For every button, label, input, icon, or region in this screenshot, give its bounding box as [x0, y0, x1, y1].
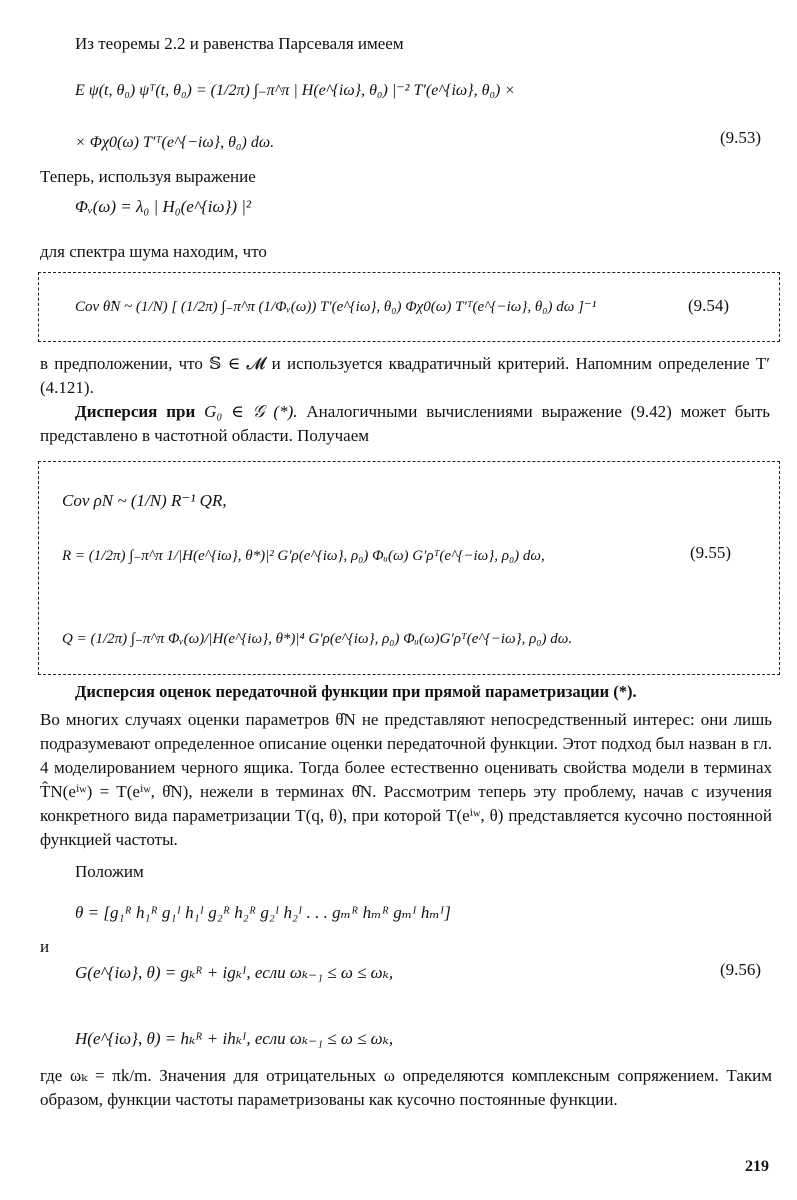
equation-number-9-55: (9.55)	[690, 543, 732, 562]
transfer-heading: Дисперсия оценок передаточной функции при прямой параметризации (*).	[75, 682, 637, 701]
dispersion-heading: Дисперсия при	[75, 402, 196, 421]
intro-line: Из теоремы 2.2 и равенства Парсеваля имеем	[75, 34, 404, 53]
dispersion-paragraph	[40, 400, 770, 448]
phi-v-expression: Φᵥ(ω) = λ₀ | H₀(e^{iω}) |²	[75, 197, 252, 216]
transfer-paragraph: Во многих случаях оценки параметров θ̂N не представляют непосредственный интерес: они лишь подразумевают определенное описание оценки передаточной функции. Этот подход был назван в гл. 4 моделированием черного ящика. Тогда более естественно оценивать свойства модели в терминах T̂N(eⁱʷ) = T(eⁱʷ, θ̂N), нежели в терминах θ̂N. Рассмотрим теперь эту проблему, начав с изучения конкретного вида параметризации T(q, θ), при которой T(eⁱʷ, θ) представляется кусочно постоянной функцией частоты.	[40, 710, 772, 849]
and-text: и	[40, 937, 50, 956]
let-text: Положим	[75, 862, 144, 881]
noise-spectrum-line: для спектра шума находим, что	[40, 242, 267, 261]
then-using-line: Теперь, используя выражение	[40, 167, 256, 186]
equation-9-55-Q: Q = (1/2π) ∫₋π^π Φᵥ(ω)/|H(e^{iω}, θ*)|⁴ G′ρ(e^{iω}, ρ₀) Φᵤ(ω)G′ρᵀ(e^{−iω}, ρ₀) dω.	[62, 631, 573, 647]
equation-9-56-H: H(e^{iω}, θ) = hₖᴿ + ihₖᴵ, если ωₖ₋₁ ≤ ω ≤ ωₖ,	[75, 1029, 394, 1048]
theta-vector: θ = [g₁ᴿ h₁ᴿ g₁ᴵ h₁ᴵ g₂ᴿ h₂ᴿ g₂ᴵ h₂ᴵ . . . gₘᴿ hₘᴿ gₘᴵ hₘᴵ]	[75, 903, 451, 922]
equation-number-9-54: (9.54)	[688, 296, 730, 315]
assumption-paragraph: в предположении, что 𝕊 ∈ 𝓜 и используется квадратичный критерий. Напомним определение T′ (4.121).	[40, 354, 770, 397]
equation-9-55-R: R = (1/2π) ∫₋π^π 1/|H(e^{iω}, θ*)|² G′ρ(e^{iω}, ρ₀) Φᵤ(ω) G′ρᵀ(e^{−iω}, ρ₀) dω,	[62, 548, 545, 564]
equation-number-9-53: (9.53)	[720, 128, 762, 147]
final-paragraph: где ωₖ = πk/m. Значения для отрицательных ω определяются комплексным сопряжением. Таким образом, функции частоты параметризованы как кусочно постоянные функции.	[40, 1066, 772, 1109]
equation-9-56-G: G(e^{iω}, θ) = gₖᴿ + igₖᴵ, если ωₖ₋₁ ≤ ω ≤ ωₖ,	[75, 963, 394, 982]
equation-number-9-56: (9.56)	[720, 960, 762, 979]
page-number: 219	[745, 1158, 769, 1175]
equation-9-54: Cov θ̂N ~ (1/N) [ (1/2π) ∫₋π^π (1/Φᵥ(ω)) T′(e^{iω}, θ₀) Φχ0(ω) T′ᵀ(e^{−iω}, θ₀) dω ]⁻¹	[75, 299, 597, 315]
equation-9-53-line2: × Φχ0(ω) T′ᵀ(e^{−iω}, θ₀) dω.	[75, 134, 275, 151]
dispersion-text: Аналогичными вычислениями выражение (9.42) может быть представлено в частотной области. Получаем	[40, 402, 771, 445]
dispersion-condition: G₀ ∈ 𝒢 (*).	[204, 402, 298, 421]
equation-9-55-cov: Cov ρN ~ (1/N) R⁻¹ QR,	[62, 491, 227, 510]
equation-9-53-line1: E ψ(t, θ₀) ψᵀ(t, θ₀) = (1/2π) ∫₋π^π | H(e^{iω}, θ₀) |⁻² T′(e^{iω}, θ₀) ×	[75, 82, 516, 99]
